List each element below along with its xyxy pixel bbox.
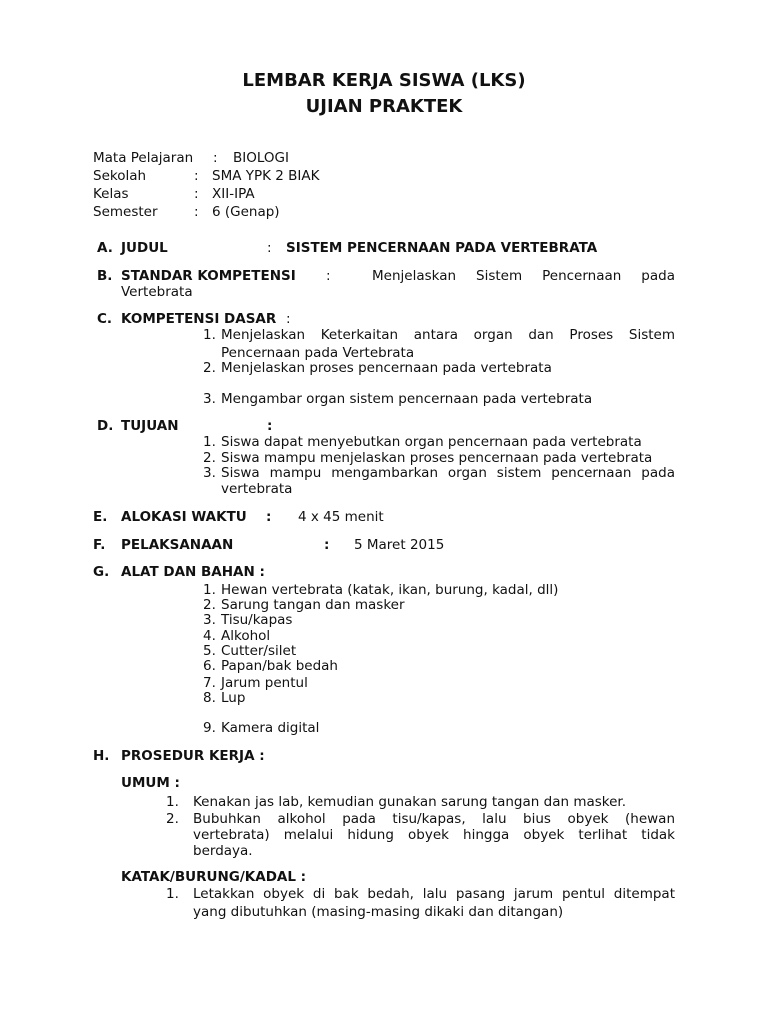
list-item-text: Kenakan jas lab, kemudian gunakan sarung tangan dan masker.	[193, 794, 627, 810]
list-item-text: Menjelaskan Keterkaitan antara organ dan Proses Sistem	[221, 327, 675, 343]
section-letter: C.	[97, 311, 113, 327]
section-sep: :	[267, 418, 273, 434]
info-value-semester: 6 (Genap)	[212, 204, 280, 220]
list-item-text: Cutter/silet	[221, 643, 297, 659]
list-number: 6.	[203, 658, 216, 674]
section-label: ALOKASI WAKTU	[121, 509, 247, 525]
document-title-line2: UJIAN PRAKTEK	[305, 96, 463, 117]
list-item-text: Menjelaskan proses pencernaan pada vertebrata	[221, 360, 552, 376]
list-item-text: Siswa dapat menyebutkan organ pencernaan pada vertebrata	[221, 434, 642, 450]
pelaksanaan-value: 5 Maret 2015	[354, 537, 445, 553]
list-number: 9.	[203, 720, 216, 736]
section-label: STANDAR KOMPETENSI	[121, 268, 296, 284]
info-sep: :	[194, 204, 199, 220]
section-letter: E.	[93, 509, 108, 525]
list-item-text: Bubuhkan alkohol pada tisu/kapas, lalu bius obyek (hewan	[193, 811, 675, 827]
section-letter: B.	[97, 268, 113, 284]
alokasi-value: 4 x 45 menit	[298, 509, 384, 525]
list-item-text: Siswa mampu menjelaskan proses pencernaan pada vertebrata	[221, 450, 653, 466]
info-value-sekolah: SMA YPK 2 BIAK	[212, 168, 320, 184]
list-number: 3.	[203, 465, 216, 481]
section-label: ALAT DAN BAHAN :	[121, 564, 265, 580]
section-letter: F.	[93, 537, 106, 553]
section-letter: A.	[97, 240, 113, 256]
list-number: 2.	[203, 450, 216, 466]
list-item-text: Mengambar organ sistem pencernaan pada vertebrata	[221, 391, 593, 407]
section-label: PELAKSANAAN	[121, 537, 234, 553]
section-letter: H.	[93, 748, 110, 764]
section-letter: G.	[93, 564, 110, 580]
list-item-text: Pencernaan pada Vertebrata	[221, 345, 415, 361]
list-item-text: vertebrata) melalui hidung obyek hingga obyek terlihat tidak	[193, 827, 675, 843]
list-item-text: Hewan vertebrata (katak, ikan, burung, kadal, dll)	[221, 582, 559, 598]
info-sep: :	[213, 150, 218, 166]
info-label-sekolah: Sekolah	[93, 168, 147, 184]
info-value-kelas: XII-IPA	[212, 186, 255, 202]
sk-value-line1: Menjelaskan Sistem Pencernaan pada	[372, 268, 675, 284]
list-item-text: Lup	[221, 690, 246, 706]
section-label: JUDUL	[121, 240, 168, 256]
subsection-heading-katak: KATAK/BURUNG/KADAL :	[121, 869, 307, 885]
list-number: 1.	[166, 886, 179, 902]
list-number: 5.	[203, 643, 216, 659]
info-sep: :	[194, 186, 199, 202]
list-item-text: Papan/bak bedah	[221, 658, 338, 674]
list-item-text: Sarung tangan dan masker	[221, 597, 405, 613]
list-number: 2.	[203, 597, 216, 613]
section-letter: D.	[97, 418, 114, 434]
section-sep: :	[324, 537, 330, 553]
list-number: 1.	[166, 794, 179, 810]
section-sep: :	[286, 311, 291, 327]
list-number: 1.	[203, 327, 216, 343]
info-label-kelas: Kelas	[93, 186, 129, 202]
judul-value: SISTEM PENCERNAAN PADA VERTEBRATA	[286, 240, 598, 256]
section-sep: :	[326, 268, 331, 284]
list-number: 3.	[203, 391, 216, 407]
sk-value-line2: Vertebrata	[121, 284, 193, 300]
list-item-text: Jarum pentul	[221, 675, 308, 691]
info-label-mata-pelajaran: Mata Pelajaran	[93, 150, 194, 166]
section-label: PROSEDUR KERJA :	[121, 748, 265, 764]
section-sep: :	[267, 240, 272, 256]
section-label: TUJUAN	[121, 418, 179, 434]
list-item-text: Tisu/kapas	[221, 612, 293, 628]
list-number: 2.	[166, 811, 179, 827]
subsection-heading-umum: UMUM :	[121, 775, 180, 791]
info-label-semester: Semester	[93, 204, 158, 220]
list-item-text: vertebrata	[221, 481, 293, 497]
list-item-text: Siswa mampu mengambarkan organ sistem pencernaan pada	[221, 465, 675, 481]
section-label: KOMPETENSI DASAR	[121, 311, 277, 327]
info-value-mata-pelajaran: BIOLOGI	[233, 150, 289, 166]
list-number: 1.	[203, 582, 216, 598]
section-sep: :	[266, 509, 272, 525]
list-item-text: berdaya.	[193, 843, 253, 859]
list-item-text: Letakkan obyek di bak bedah, lalu pasang jarum pentul ditempat	[193, 886, 675, 902]
list-item-text: yang dibutuhkan (masing-masing dikaki dan ditangan)	[193, 904, 564, 920]
list-number: 1.	[203, 434, 216, 450]
list-number: 3.	[203, 612, 216, 628]
info-sep: :	[194, 168, 199, 184]
list-number: 4.	[203, 628, 216, 644]
list-number: 8.	[203, 690, 216, 706]
list-number: 2.	[203, 360, 216, 376]
list-item-text: Kamera digital	[221, 720, 320, 736]
document-title-line1: LEMBAR KERJA SISWA (LKS)	[242, 70, 526, 91]
list-item-text: Alkohol	[221, 628, 271, 644]
list-number: 7.	[203, 675, 216, 691]
